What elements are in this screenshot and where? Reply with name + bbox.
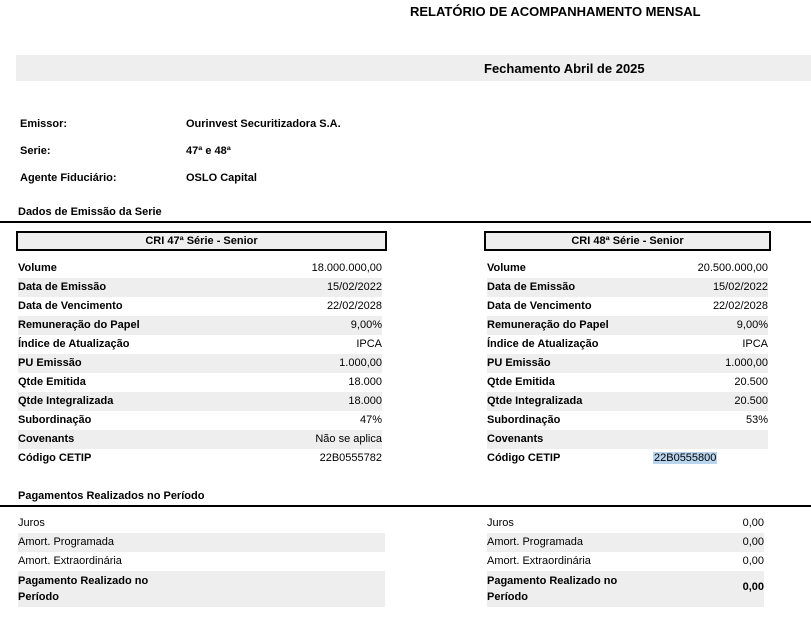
series-48-row-label: Data de Emissão (487, 281, 576, 293)
series-47-row-value: Não se aplica (315, 433, 382, 445)
series-48-table (487, 259, 768, 468)
payments-48-row-label: Juros (487, 517, 514, 529)
series-47-row-label: Código CETIP (18, 452, 92, 464)
payments-47-table (18, 514, 385, 607)
series-48-row (487, 316, 768, 335)
emission-divider (0, 221, 811, 223)
series-48-row-label: Volume (487, 262, 526, 274)
series-47-row (18, 449, 382, 468)
series-47-row (18, 392, 382, 411)
series-48-row (487, 392, 768, 411)
series-47-row-value: 47% (359, 414, 382, 426)
series-47-row-value: 18.000.000,00 (311, 262, 382, 274)
series-48-row-label: Remuneração do Papel (487, 319, 609, 331)
series-48-row-label: Subordinação (487, 414, 561, 426)
payments-48-total-row (487, 571, 764, 607)
trustee-label: Agente Fiduciário: (20, 172, 117, 184)
series-47-row-label: Covenants (18, 433, 75, 445)
series-47-row (18, 278, 382, 297)
emission-section-title: Dados de Emissão da Serie (18, 206, 162, 218)
series-48-header: CRI 48ª Série - Senior (484, 231, 771, 251)
payments-section-title: Pagamentos Realizados no Período (18, 490, 205, 502)
report-title: RELATÓRIO DE ACOMPANHAMENTO MENSAL (410, 4, 701, 19)
payments-48-row-value: 0,00 (742, 555, 764, 567)
series-47-row (18, 430, 382, 449)
series-48-row (487, 297, 768, 316)
payments-48-row (487, 552, 764, 571)
payments-48-row (487, 533, 764, 552)
payments-47-row-label: Amort. Extraordinária (18, 555, 122, 567)
issuer-value: Ourinvest Securitizadora S.A. (186, 118, 341, 130)
payments-48-row-label: Amort. Extraordinária (487, 555, 591, 567)
series-48-row-label: Qtde Integralizada (487, 395, 583, 407)
payments-48-row-label: Amort. Programada (487, 536, 583, 548)
series-48-row-value: 9,00% (736, 319, 768, 331)
series-48-row-label: Data de Vencimento (487, 300, 592, 312)
period-title: Fechamento Abril de 2025 (484, 61, 645, 76)
issuer-label: Emissor: (20, 118, 68, 130)
series-47-row-value: 1.000,00 (339, 357, 382, 369)
payments-47-row-label: Juros (18, 517, 45, 529)
series-value: 47ª e 48ª (186, 145, 231, 157)
series-48-row-value: 20.500.000,00 (697, 262, 768, 274)
series-47-row-label: Remuneração do Papel (18, 319, 140, 331)
payments-48-row-value: 0,00 (742, 517, 764, 529)
series-47-row (18, 316, 382, 335)
payments-47-row (18, 514, 385, 533)
payments-48-table (487, 514, 764, 607)
series-47-row (18, 373, 382, 392)
payments-47-total-row (18, 571, 385, 607)
series-48-row (487, 430, 768, 449)
series-47-row (18, 259, 382, 278)
series-47-row-value: 9,00% (350, 319, 382, 331)
series-47-row-value: 15/02/2022 (326, 281, 382, 293)
payments-48-row (487, 514, 764, 533)
series-48-row-value: 15/02/2022 (712, 281, 768, 293)
trustee-value: OSLO Capital (186, 172, 257, 184)
series-47-table (18, 259, 382, 468)
series-48-row-label: Código CETIP (487, 452, 561, 464)
series-47-row-label: Qtde Integralizada (18, 395, 114, 407)
series-47-row (18, 335, 382, 354)
series-48-row-value: 53% (745, 414, 768, 426)
series-48-row-value: IPCA (742, 338, 768, 350)
series-47-row-value: 18.000 (348, 395, 382, 407)
series-48-row-value[interactable]: 22B0555800 (654, 452, 717, 464)
series-47-row-value: 22/02/2028 (326, 300, 382, 312)
series-48-row (487, 449, 768, 468)
payments-47-row (18, 533, 385, 552)
series-47-row-label: Volume (18, 262, 57, 274)
cetip-code-selection[interactable] (653, 449, 717, 468)
series-48-row (487, 411, 768, 430)
payments-48-total-label: Pagamento Realizado no Período (487, 575, 618, 603)
period-band (16, 55, 811, 81)
series-47-row (18, 411, 382, 430)
series-47-row-label: Data de Emissão (18, 281, 107, 293)
series-47-row-value: 18.000 (348, 376, 382, 388)
series-48-row-value: 1.000,00 (725, 357, 768, 369)
series-48-row-label: PU Emissão (487, 357, 551, 369)
series-48-row (487, 259, 768, 278)
series-48-row-label: Índice de Atualização (487, 338, 599, 350)
payments-47-row-label: Amort. Programada (18, 536, 114, 548)
payments-divider (0, 505, 811, 507)
payments-47-total-label: Pagamento Realizado no Período (18, 575, 149, 603)
series-47-header: CRI 47ª Série - Senior (16, 231, 387, 251)
payments-48-row-value: 0,00 (742, 536, 764, 548)
series-label: Serie: (20, 145, 51, 157)
series-48-row-value: 20.500 (734, 376, 768, 388)
series-47-row (18, 354, 382, 373)
payments-48-total-value: 0,00 (742, 581, 764, 593)
series-47-row-value: IPCA (356, 338, 382, 350)
payments-47-row (18, 552, 385, 571)
series-48-row-label: Covenants (487, 433, 544, 445)
series-47-row (18, 297, 382, 316)
series-47-row-label: Qtde Emitida (18, 376, 86, 388)
series-47-row-label: Data de Vencimento (18, 300, 123, 312)
series-48-row (487, 354, 768, 373)
series-48-row-value: 22/02/2028 (712, 300, 768, 312)
series-48-row (487, 373, 768, 392)
series-48-row-label: Qtde Emitida (487, 376, 555, 388)
series-47-row-label: Índice de Atualização (18, 338, 130, 350)
series-48-row-value: 20.500 (734, 395, 768, 407)
series-47-row-label: PU Emissão (18, 357, 82, 369)
series-47-row-label: Subordinação (18, 414, 92, 426)
series-48-row (487, 278, 768, 297)
series-48-row (487, 335, 768, 354)
series-47-row-value: 22B0555782 (319, 452, 382, 464)
